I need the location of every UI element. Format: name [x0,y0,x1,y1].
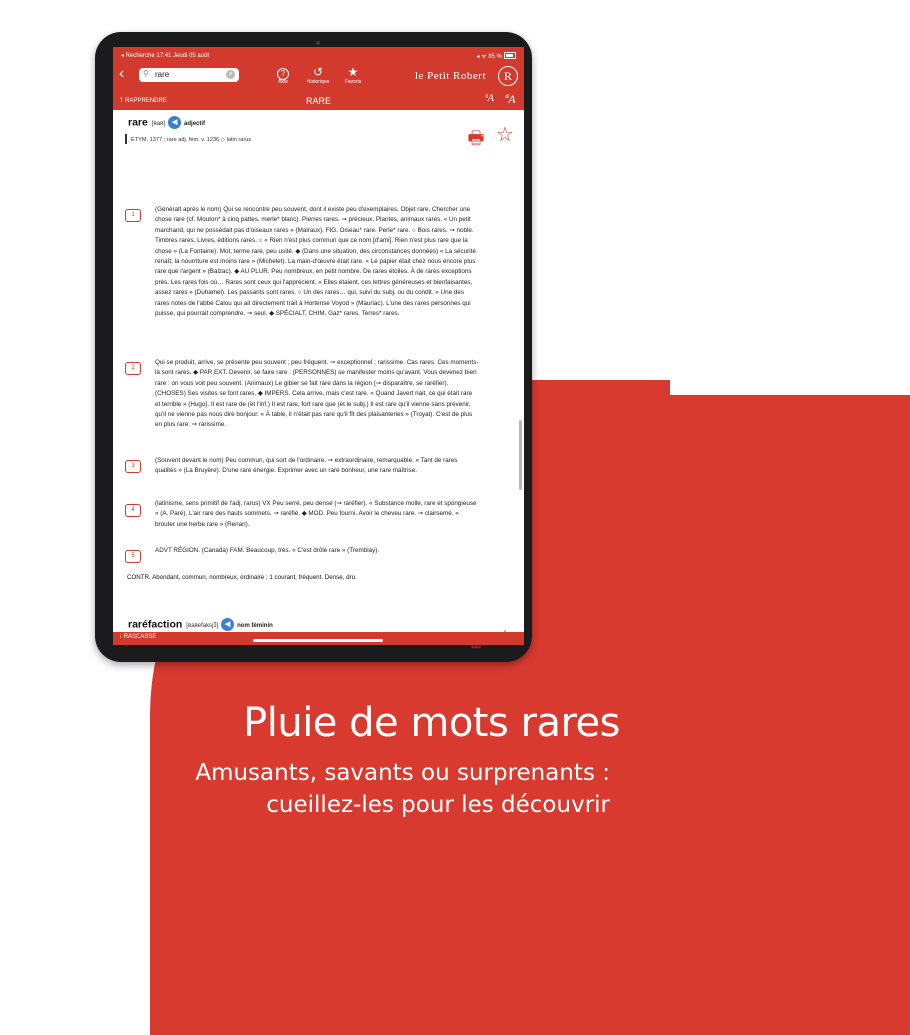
print-icon[interactable]: 🖶 [467,128,485,148]
entry-headword [128,116,205,130]
next-entry-link[interactable] [119,634,156,640]
grammatical-category: nom féminin [237,623,273,630]
back-icon[interactable]: ‹ [119,65,125,82]
font-decrease-icon[interactable]: ªA [485,93,494,104]
sense-number: 4 [125,504,141,517]
app-header [113,47,524,110]
sense-definition: (Souvent devant le nom) Peu commun, qui sort de l'ordinaire. ➙ extraordinaire, remarquable. « Tant de rares qualités » (La Bruyère). D'une rare énergie. Exprimer avec un rare bonheur, une rare maîtrise. [155,457,458,475]
battery-icon [504,52,516,59]
favorites-label: Favoris [344,79,362,85]
headword: rare [128,116,148,129]
status-right: ◂ ᯤ 85 % [476,52,516,60]
favorites-icon: ★ [347,65,359,79]
caption-line-2: cueillez-les pour les découvrir [266,792,610,818]
sense-number: 3 [125,460,141,473]
sense-number: 2 [125,362,141,375]
caption-line-1: Amusants, savants ou surprenants : [195,760,610,786]
up-arrow-icon: ↑ [119,94,124,104]
caption-title: Pluie de mots rares [243,700,620,746]
speaker-icon[interactable]: ◀ [168,116,181,129]
help-button[interactable] [265,65,301,85]
contraries: CONTR. Abondant, commun, nombreux, ordinaire ; 1 courant, fréquent. Dense, dru. [127,574,357,581]
search-icon: ⚲ [143,69,149,78]
help-icon: ? [265,65,301,79]
battery-percent: 85 % [488,54,502,60]
headword: raréfaction [128,618,183,631]
entry-nav-bar [113,91,524,111]
etymology: ÉTYM. 1377 ; rare adj. fém. v. 1236 ◇ latin rarus [131,137,252,143]
history-icon: ↺ [312,65,324,79]
history-button[interactable] [300,65,336,85]
favorites-button[interactable] [335,65,371,85]
down-arrow-icon: ↓ [119,634,122,640]
sense-definition: (latinisme, sens primitif de l'adj. rarus) VX Peu serré, peu dense (➙ raréfier). « Substance molle, rare et spongieuse » (A. Paré). L'air rare des hauts sommets. ➙ raréfié. ◆ MOD. Peu fourni. Avoir le cheveu rare. ➙ clairsemé. « brouter une herbe rare » (Renan). [155,500,477,528]
font-increase-icon[interactable]: ªA [505,92,516,106]
sense-definition: ADVT RÉGION. (Canada) FAM. Beaucoup, très. « C'est drôle rare » (Tremblay). [155,547,380,554]
speaker-icon[interactable]: ◀ [221,618,234,631]
status-bar [113,51,524,63]
scrollbar[interactable] [519,420,522,490]
help-label: Aide [277,79,288,85]
home-indicator[interactable] [253,639,383,642]
sense-definition: (Généralt après le nom) Qui se rencontre peu souvent, dont il existe peu d'exemplaires. Objet rare. Chercher une chose rare (cf. Mouton* à cinq pattes, merle* blanc). Pierres rares. ➙ précieux. Plantes, animaux rares. « Un petit marchand, qui ne possédait pas d'oiseaux rares » (Malraux). FIG. Oiseau* rare. Perle* rare. ○ Bois rares. ➙ noble. Timbres rares. Livres, éditions rares. ○ « Rien n'est plus commun que ce nom [d'ami]. Rien n'est plus rare que la chose » (La Fontaine). Mot, terme rare, peu usité. ◆ (Dans une situation, des circonstances données) « La sécurité renaît, la nourriture est moins rare » (Michelet). La main-d'œuvre était rare. « Le papier était chez nous encore plus rare que l'argent » (Balzac). ◆ AU PLUR. Peu nombreux, en petit nombre. De rares étoiles. À de rares exceptions près. Les rares fois où… Rares sont ceux qui l'apprécient. « Elles étaient, ces lettres généreuses et bienfaisantes, assez rares » (Duhamel). Les passants sont rares. ○ Un des rares… qui, suivi du subj. ou du condit. « Une des rares notes de l'abbé Calou qui ait directement trait à Hortense Voyod » (Mauriac). L'une des rares personnes qui puisse, qui pourrait comprendre. ➙ seul. ◆ SPÉCIALT, CHIM. Gaz* rares. Terres* rares. [155,206,476,318]
history-label: Historique [306,79,330,85]
app-screen [113,47,524,645]
previous-entry-label: RAPPRENDRE [125,98,167,104]
phonetic: [ʀaʀefaksjɔ̃] [186,623,219,630]
entry-headword [128,618,273,632]
camera-dot [316,41,320,45]
clear-search-icon[interactable]: × [226,70,235,79]
sense-definition: Qui se produit, arrive, se présente peu souvent ; peu fréquent. ➙ exceptionnel ; rarissime. Cas rares. Ces moments-là sont rares. ◆ PAR EXT. Devenir, se faire rare : (PERSONNES) se manifester moins qu'avant. Vous devenez bien rare : on vous voit peu souvent. (Animaux) Le gibier se fait rare dans la région (➙ disparaître, se raréfier). (CHOSES) Ses visites se font rares. ◆ IMPERS. Cela arrive, mais c'est rare. « Quand Javert riait, ce qui était rare et terrible » (Hugo). Il est rare de (et l'inf.) Il est rare, fort rare que (et le subj.) Il est rare qu'il vienne sans prévenir, qu'il ne vienne pas nous dire bonjour. « À table, il n'était pas rare qu'il fît des plaisanteries » (Troyat). C'est de plus en plus rare. ➙ rarissime. [155,359,479,429]
logo-mark: R [498,66,518,86]
search-field[interactable] [139,68,239,82]
phonetic: [ʀaʀ] [151,121,166,128]
search-input[interactable]: rare [155,70,170,79]
grammatical-category: adjectif [184,121,206,128]
dictionary-content [113,110,524,632]
star-icon[interactable]: ☆ [496,124,514,146]
app-logo: le Petit Robert [414,70,486,82]
entry-title: RARE [305,96,331,106]
status-left: ◂ Recherche 17:41 Jeudi 05 août [121,53,210,59]
next-entry-label: RASCASSE [123,634,157,640]
sense-number: 1 [125,209,141,222]
sense-number: 5 [125,550,141,563]
etym-bar [125,134,127,144]
